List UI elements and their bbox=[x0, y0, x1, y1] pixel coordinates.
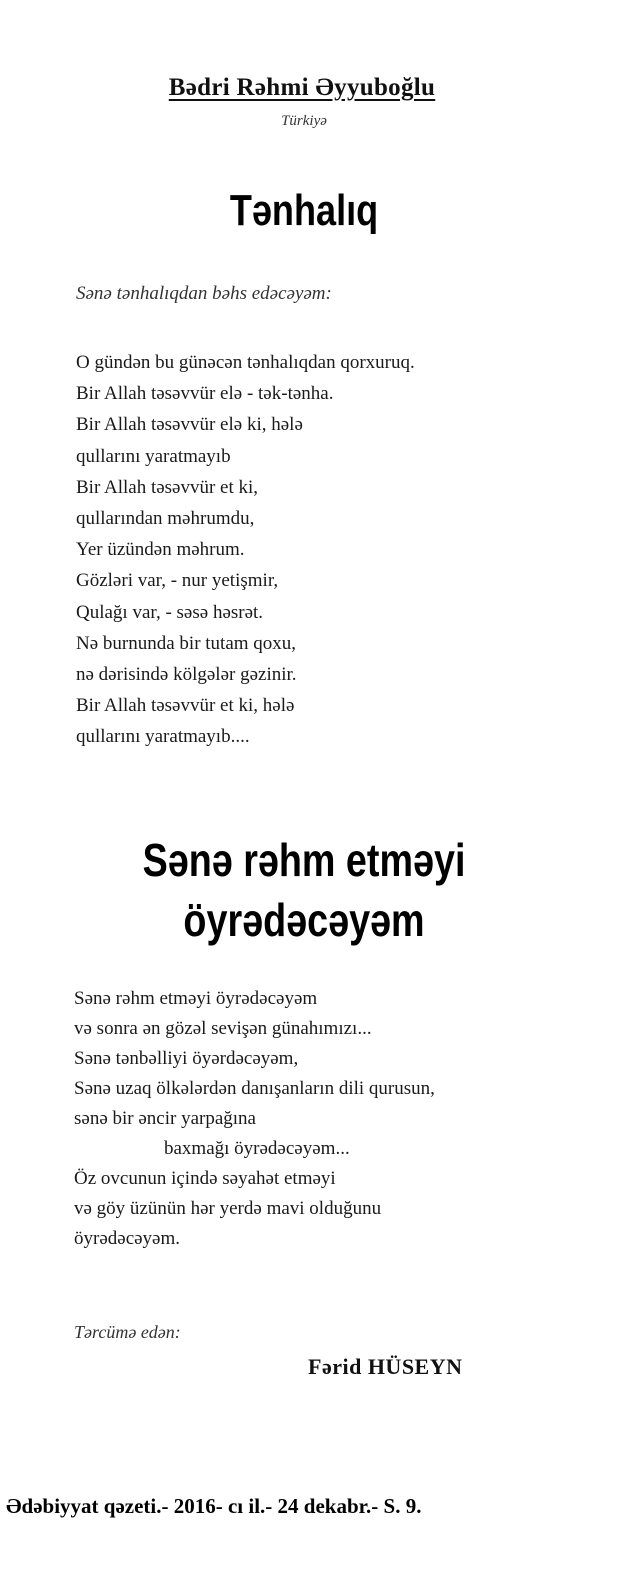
poem2-title-line2: öyrədəcəyəm bbox=[183, 894, 425, 946]
poem1-epigraph: Sənə tənhalıqdan bəhs edəcəyəm: bbox=[76, 283, 332, 304]
poem1-lines bbox=[76, 347, 415, 753]
poem-line: Sənə tənbəlliyi öyərdəcəyəm, bbox=[74, 1048, 299, 1069]
poem-line: Öz ovcunun içində səyahət etməyi bbox=[74, 1168, 336, 1189]
poem-line: Qulağı var, - səsə həsrət. bbox=[76, 601, 264, 623]
poem-line: nə dərisində kölgələr gəzinir. bbox=[76, 664, 297, 686]
poem-line: Bir Allah təsəvvür et ki, bbox=[76, 476, 259, 498]
poem-line: Bir Allah təsəvvür elə - tək-tənha. bbox=[76, 383, 334, 405]
poem-line: və göy üzünün hər yerdə mavi olduğunu bbox=[74, 1198, 382, 1219]
poem-line: Nə burnunda bir tutam qoxu, bbox=[76, 632, 297, 654]
poem2-title-line1: Sənə rəhm etməyi bbox=[142, 834, 466, 886]
author-country: Türkiyə bbox=[281, 113, 327, 129]
translator-label: Tərcümə edən: bbox=[74, 1322, 181, 1342]
poem-line: O gündən bu günəcən tənhalıqdan qorxuruq. bbox=[76, 352, 415, 373]
poem1-title: Tənhalıq bbox=[229, 186, 379, 235]
poem-line: sənə bir əncir yarpağına bbox=[74, 1108, 256, 1129]
translator-name: Fərid HÜSEYN bbox=[308, 1354, 463, 1379]
poem2-title bbox=[48, 830, 560, 950]
poem-line: Bir Allah təsəvvür et ki, hələ bbox=[76, 695, 295, 717]
poem2-lines bbox=[74, 984, 435, 1254]
poem-line: baxmağı öyrədəcəyəm... bbox=[164, 1138, 350, 1159]
source-citation: Ədəbiyyat qəzeti.- 2016- cı il.- 24 dekabr.- S. 9. bbox=[6, 1494, 422, 1518]
poem-line: Gözləri var, - nur yetişmir, bbox=[76, 570, 279, 592]
poem-line: Bir Allah təsəvvür elə ki, hələ bbox=[76, 414, 303, 436]
author-name: Bədri Rəhmi Əyyuboğlu bbox=[168, 74, 436, 101]
poem-line: qullarını yaratmayıb bbox=[76, 445, 231, 467]
poem-line: və sonra ən gözəl sevişən günahımızı... bbox=[74, 1018, 372, 1039]
poem-line: qullarını yaratmayıb.... bbox=[76, 726, 250, 748]
poem-line: Yer üzündən məhrum. bbox=[76, 539, 245, 561]
poem-line: Sənə rəhm etməyi öyrədəcəyəm bbox=[74, 988, 318, 1009]
poem-line: Sənə uzaq ölkələrdən danışanların dili qurusun, bbox=[74, 1078, 435, 1099]
poem-line: öyrədəcəyəm. bbox=[74, 1228, 181, 1249]
poem-line: qullarından məhrumdu, bbox=[76, 508, 255, 530]
